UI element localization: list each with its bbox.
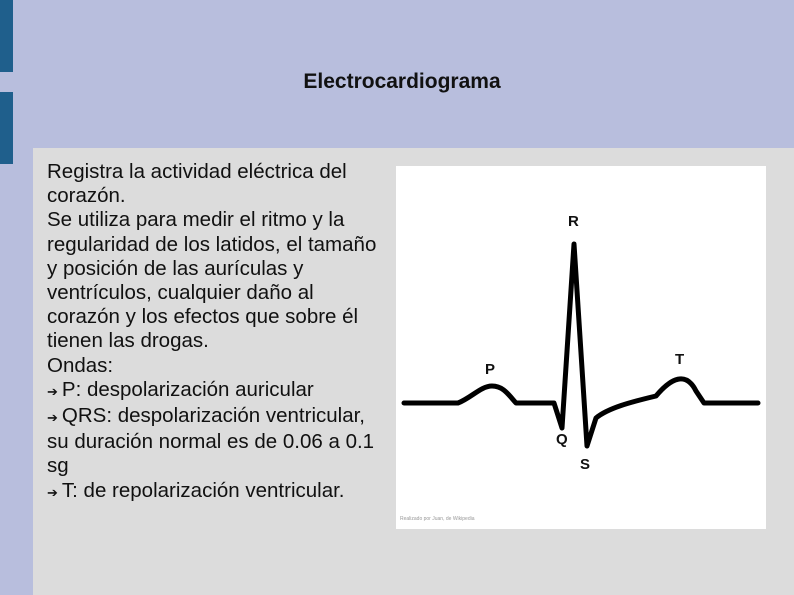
accent-bar-top: [0, 0, 13, 72]
ecg-diagram: [396, 166, 766, 529]
ecg-waveform: [404, 244, 758, 446]
paragraph-definition: Registra la actividad eléctrica del corazón.: [47, 160, 347, 208]
slide-title: Electrocardiograma: [303, 70, 501, 93]
accent-bar-bottom: [0, 92, 13, 164]
bullet-t-wave: [47, 479, 387, 505]
paragraph-waves-heading: Ondas:: [47, 353, 114, 377]
arrow-right-icon: ➔: [47, 383, 58, 399]
label-s: S: [580, 456, 591, 473]
bullet-p-wave: [47, 378, 387, 404]
label-t: T: [675, 351, 685, 368]
bullet-text: QRS: despolarización ventricular, su duración normal es de 0.06 a 0.1 sg: [47, 404, 375, 478]
arrow-right-icon: ➔: [47, 410, 58, 426]
slide-content: [33, 148, 794, 595]
arrow-right-icon: ➔: [47, 484, 58, 500]
ecg-waveform-svg: [396, 166, 766, 529]
label-p: P: [485, 361, 496, 378]
bullet-text: P: despolarización auricular: [61, 377, 314, 401]
label-q: Q: [556, 431, 568, 448]
paragraph-uses: Se utiliza para medir el ritmo y la regularidad de los latidos, el tamaño y posición de las aurículas y ventrículos, cualquier daño al corazón y los efectos que sobre él tienen las drogas.: [47, 208, 377, 353]
bullet-qrs-complex: [47, 404, 387, 479]
bullet-text: T: de repolarización ventricular.: [61, 478, 345, 502]
image-credit: Realizado por Juan, de Wikipedia: [400, 516, 475, 522]
label-r: R: [568, 213, 579, 230]
body-text: [47, 160, 387, 505]
